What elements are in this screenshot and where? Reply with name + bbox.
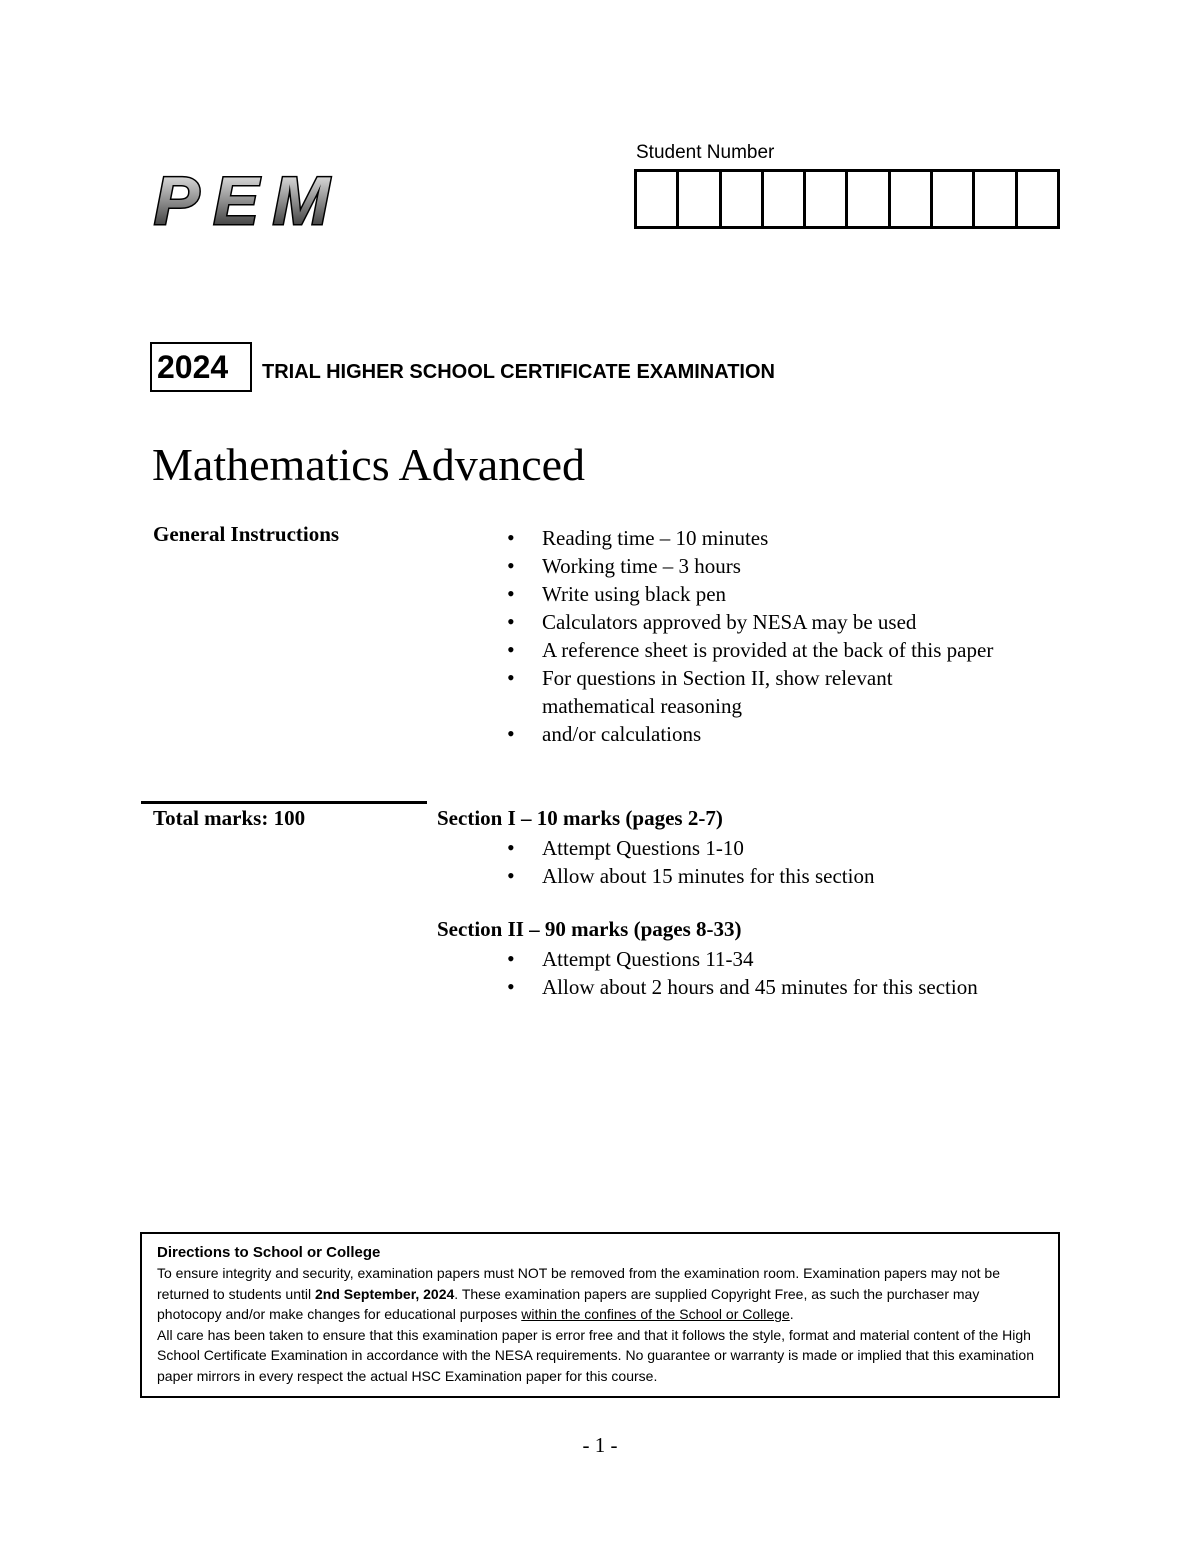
list-item: • Allow about 15 minutes for this section <box>507 862 1067 890</box>
general-instructions-list <box>507 524 1007 748</box>
list-item: • Working time – 3 hours <box>507 552 1007 580</box>
student-number-digit-box[interactable] <box>891 172 933 226</box>
list-item: • Allow about 2 hours and 45 minutes for this section <box>507 973 1067 1001</box>
page-number: - 1 - <box>582 1433 618 1457</box>
student-number-digit-box[interactable] <box>1018 172 1057 226</box>
subject-title: Mathematics Advanced <box>152 439 586 490</box>
student-number-digit-box[interactable] <box>722 172 764 226</box>
list-item: • and/or calculations <box>507 720 1007 748</box>
section-1-list <box>507 834 1067 890</box>
total-marks: Total marks: 100 <box>153 806 306 830</box>
list-item: • Calculators approved by NESA may be used <box>507 608 1007 636</box>
student-number-digit-box[interactable] <box>764 172 806 226</box>
logo-text: PEM <box>154 163 344 239</box>
confines-text: within the confines of the School or College <box>521 1306 790 1323</box>
divider <box>141 801 427 804</box>
exam-year: 2024 <box>150 342 252 392</box>
student-number-digit-box[interactable] <box>637 172 679 226</box>
list-item: • Attempt Questions 11-34 <box>507 945 1067 973</box>
student-number-label: Student Number <box>636 142 775 163</box>
student-number-digit-box[interactable] <box>975 172 1017 226</box>
directions-box <box>140 1232 1060 1398</box>
directions-paragraph-1 <box>157 1263 1043 1325</box>
list-item: • Attempt Questions 1-10 <box>507 834 1067 862</box>
directions-paragraph-2: All care has been taken to ensure that this examination paper is error free and that it follows the style, format and material content of the High School Certificate Examination in accordance with the NESA requirements. No guarantee or warranty is made or implied that this examination paper mirrors in every respect the actual HSC Examination paper for this course. <box>157 1326 1034 1384</box>
return-date: 2nd September, 2024 <box>315 1285 455 1302</box>
directions-title: Directions to School or College <box>157 1244 381 1261</box>
student-number-digit-box[interactable] <box>933 172 975 226</box>
student-number-digit-box[interactable] <box>848 172 890 226</box>
directions-text: . These examination papers are supplied Copyright Free, as such the purchaser may photocopy and/or make changes for educational purposes <box>157 1285 980 1323</box>
section-2-heading: Section II – 90 marks (pages 8-33) <box>437 917 742 941</box>
student-number-digit-box[interactable] <box>806 172 848 226</box>
list-item: • For questions in Section II, show relevant mathematical reasoning <box>507 664 1007 720</box>
student-number-boxes[interactable] <box>634 169 1060 229</box>
general-instructions-heading: General Instructions <box>153 522 340 546</box>
student-number-digit-box[interactable] <box>679 172 721 226</box>
section-2-list <box>507 945 1067 1001</box>
list-item: • Reading time – 10 minutes <box>507 524 1007 552</box>
section-1-heading: Section I – 10 marks (pages 2-7) <box>437 806 723 830</box>
pem-logo <box>150 160 370 240</box>
list-item: • Write using black pen <box>507 580 1007 608</box>
directions-text: . <box>789 1306 794 1323</box>
directions-text: To ensure integrity and security, examination papers must NOT be removed from the examination room. Examination papers may not be returned to students until <box>157 1265 1001 1302</box>
exam-title: TRIAL HIGHER SCHOOL CERTIFICATE EXAMINATION <box>262 361 775 383</box>
list-item: • A reference sheet is provided at the back of this paper <box>507 636 1007 664</box>
